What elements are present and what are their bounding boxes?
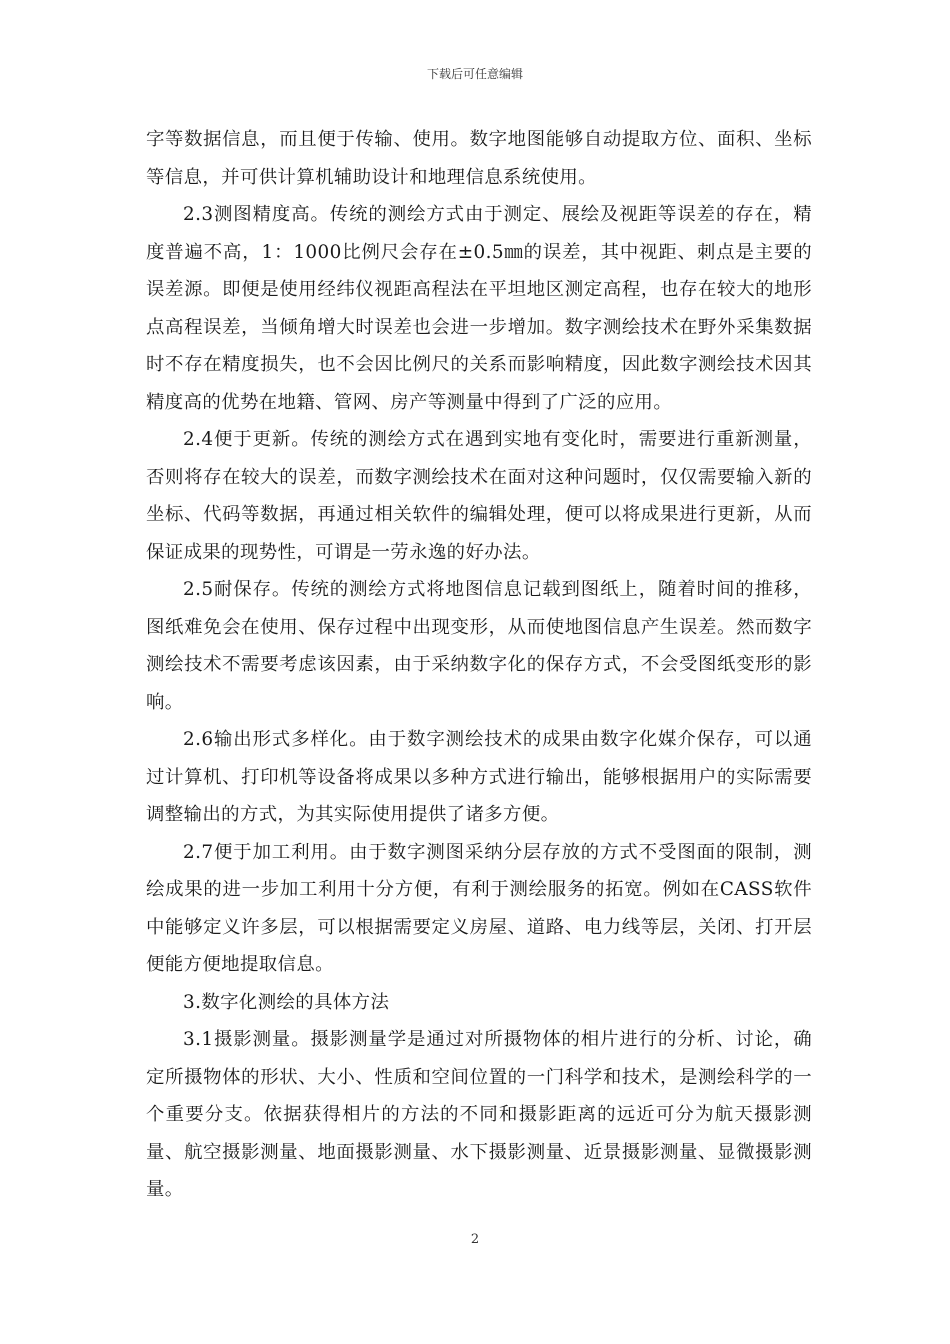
section-heading-3: 3.数字化测绘的具体方法 <box>183 991 390 1013</box>
paragraph-continuation: 字等数据信息，而且便于传输、使用。数字地图能够自动提取方位、面积、坐标等信息，并可供计算机辅助设计和地理信息系统使用。 <box>146 129 812 188</box>
paragraph-2-4-update: 2.4便于更新。传统的测绘方式在遇到实地有变化时，需要进行重新测量，否则将存在较大的误差，而数字测绘技术在面对这种问题时，仅仅需要输入新的坐标、代码等数据，再通过相关软件的编辑处理，便可以将成果进行更新，从而保证成果的现势性，可谓是一劳永逸的好办法。 <box>146 429 812 563</box>
paragraph-2-7-processing: 2.7便于加工利用。由于数字测图采纳分层存放的方式不受图面的限制，测绘成果的进一步加工利用十分方便，有利于测绘服务的拓宽。例如在CASS软件中能够定义许多层，可以根据需要定义房屋、道路、电力线等层，关闭、打开层便能方便地提取信息。 <box>146 841 812 975</box>
document-body <box>146 121 812 1209</box>
page-number: 2 <box>470 1232 480 1247</box>
page-header: 下载后可任意编辑 <box>426 67 523 81</box>
paragraph-2-3-accuracy: 2.3测图精度高。传统的测绘方式由于测定、展绘及视距等误差的存在，精度普遍不高，1：1000比例尺会存在±0.5㎜的误差，其中视距、刺点是主要的误差源。即便是使用经纬仪视距高程法在平坦地区测定高程，也存在较大的地形点高程误差，当倾角增大时误差也会进一步增加。数字测绘技术在野外采集数据时不存在精度损失，也不会因比例尺的关系而影响精度，因此数字测绘技术因其精度高的优势在地籍、管网、房产等测量中得到了广泛的应用。 <box>146 204 812 413</box>
paragraph-2-5-storage: 2.5耐保存。传统的测绘方式将地图信息记载到图纸上，随着时间的推移，图纸难免会在使用、保存过程中出现变形，从而使地图信息产生误差。然而数字测绘技术不需要考虑该因素，由于采纳数字化的保存方式，不会受图纸变形的影响。 <box>146 579 812 713</box>
paragraph-2-6-output: 2.6输出形式多样化。由于数字测绘技术的成果由数字化媒介保存，可以通过计算机、打印机等设备将成果以多种方式进行输出，能够根据用户的实际需要调整输出的方式，为其实际使用提供了诸多方便。 <box>146 729 812 825</box>
paragraph-3-1-photogrammetry: 3.1摄影测量。摄影测量学是通过对所摄物体的相片进行的分析、讨论，确定所摄物体的形状、大小、性质和空间位置的一门科学和技术，是测绘科学的一个重要分支。依据获得相片的方法的不同和摄影距离的远近可分为航天摄影测量、航空摄影测量、地面摄影测量、水下摄影测量、近景摄影测量、显微摄影测量。 <box>146 1029 812 1200</box>
